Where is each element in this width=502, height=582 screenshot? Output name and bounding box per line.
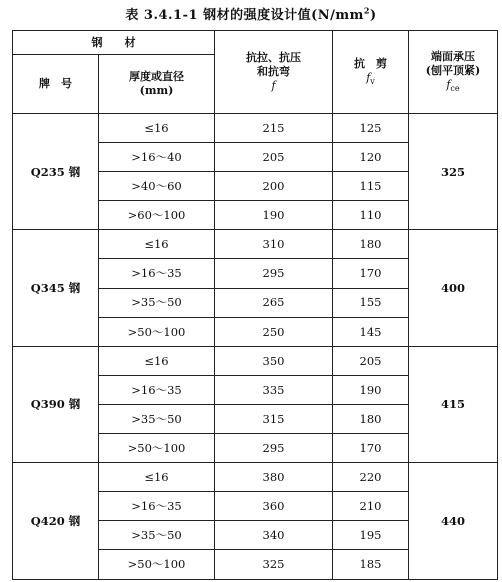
f-value-cell: 200 — [215, 172, 333, 201]
header-thickness-line1: 厚度或直径 — [129, 70, 184, 84]
end-bearing-cell: 400 — [409, 230, 498, 346]
end-bearing-cell: 440 — [409, 463, 498, 579]
f-value-cell: 350 — [215, 346, 333, 375]
header-fv-symbol-base: f — [366, 70, 371, 84]
thickness-cell: ≤16 — [99, 114, 215, 143]
f-value-cell: 295 — [215, 259, 333, 288]
fv-value-cell: 180 — [333, 404, 409, 433]
fv-value-cell: 190 — [333, 375, 409, 404]
thickness-cell: ≤16 — [99, 346, 215, 375]
thickness-cell: >16～35 — [99, 375, 215, 404]
end-bearing-cell: 415 — [409, 346, 498, 462]
f-value-cell: 360 — [215, 492, 333, 521]
fv-value-cell: 110 — [333, 201, 409, 230]
fv-value-cell: 125 — [333, 114, 409, 143]
thickness-cell: >35～50 — [99, 521, 215, 550]
header-fv — [333, 31, 409, 114]
header-grade: 牌 号 — [13, 55, 99, 114]
thickness-cell: >60～100 — [99, 201, 215, 230]
table-row — [13, 114, 498, 143]
table-header — [13, 31, 498, 114]
fv-value-cell: 210 — [333, 492, 409, 521]
thickness-cell: >16～35 — [99, 492, 215, 521]
header-f-symbol: f — [271, 78, 276, 92]
fv-value-cell: 170 — [333, 434, 409, 463]
f-value-cell: 295 — [215, 434, 333, 463]
f-value-cell: 325 — [215, 550, 333, 579]
header-thickness-line2: (mm) — [139, 84, 174, 97]
thickness-cell: >35～50 — [99, 288, 215, 317]
thickness-cell: ≤16 — [99, 230, 215, 259]
fv-value-cell: 220 — [333, 463, 409, 492]
header-f — [215, 31, 333, 114]
header-fv-label: 抗 剪 — [354, 57, 387, 71]
f-value-cell: 250 — [215, 317, 333, 346]
grade-cell: Q420 钢 — [13, 463, 99, 579]
header-fce-line1: 端面承压 — [431, 50, 475, 64]
table-row — [13, 463, 498, 492]
header-fv-symbol-sub: v — [370, 76, 375, 86]
grade-cell: Q235 钢 — [13, 114, 99, 230]
fv-value-cell: 180 — [333, 230, 409, 259]
f-value-cell: 265 — [215, 288, 333, 317]
f-value-cell: 310 — [215, 230, 333, 259]
f-value-cell: 205 — [215, 143, 333, 172]
fv-value-cell: 115 — [333, 172, 409, 201]
end-bearing-cell: 325 — [409, 114, 498, 230]
thickness-cell: >40～60 — [99, 172, 215, 201]
grade-cell: Q345 钢 — [13, 230, 99, 346]
header-f-line2: 和抗弯 — [257, 65, 290, 79]
thickness-cell: ≤16 — [99, 463, 215, 492]
thickness-cell: >16～35 — [99, 259, 215, 288]
fv-value-cell: 120 — [333, 143, 409, 172]
table-title — [0, 4, 502, 23]
fv-value-cell: 145 — [333, 317, 409, 346]
f-value-cell: 335 — [215, 375, 333, 404]
f-value-cell: 315 — [215, 404, 333, 433]
table-title-text: 表 3.4.1-1 钢材的强度设计值(N/mm — [125, 8, 364, 23]
thickness-cell: >50～100 — [99, 434, 215, 463]
header-fce — [409, 31, 498, 114]
f-value-cell: 190 — [215, 201, 333, 230]
table-title-superscript: 2 — [363, 5, 370, 16]
thickness-cell: >35～50 — [99, 404, 215, 433]
fv-value-cell: 205 — [333, 346, 409, 375]
table-body — [13, 114, 498, 580]
thickness-cell: >50～100 — [99, 317, 215, 346]
grade-cell: Q390 钢 — [13, 346, 99, 462]
thickness-cell: >50～100 — [99, 550, 215, 579]
f-value-cell: 215 — [215, 114, 333, 143]
fv-value-cell: 170 — [333, 259, 409, 288]
header-thickness — [99, 55, 215, 114]
header-fce-symbol-sub: ce — [450, 83, 460, 93]
header-fce-line2: (刨平顶紧) — [425, 63, 481, 77]
fv-value-cell: 195 — [333, 521, 409, 550]
fv-value-cell: 155 — [333, 288, 409, 317]
table-row — [13, 346, 498, 375]
header-fce-symbol-base: f — [446, 77, 451, 91]
thickness-cell: >16～40 — [99, 143, 215, 172]
header-fv-symbol — [366, 71, 375, 84]
header-f-line1: 抗拉、抗压 — [246, 51, 301, 65]
steel-strength-table — [12, 30, 498, 580]
table-title-suffix: ) — [369, 8, 377, 23]
header-steel-group: 钢 材 — [13, 31, 215, 55]
table-row — [13, 230, 498, 259]
f-value-cell: 340 — [215, 521, 333, 550]
fv-value-cell: 185 — [333, 550, 409, 579]
f-value-cell: 380 — [215, 463, 333, 492]
header-fce-symbol — [446, 78, 459, 91]
